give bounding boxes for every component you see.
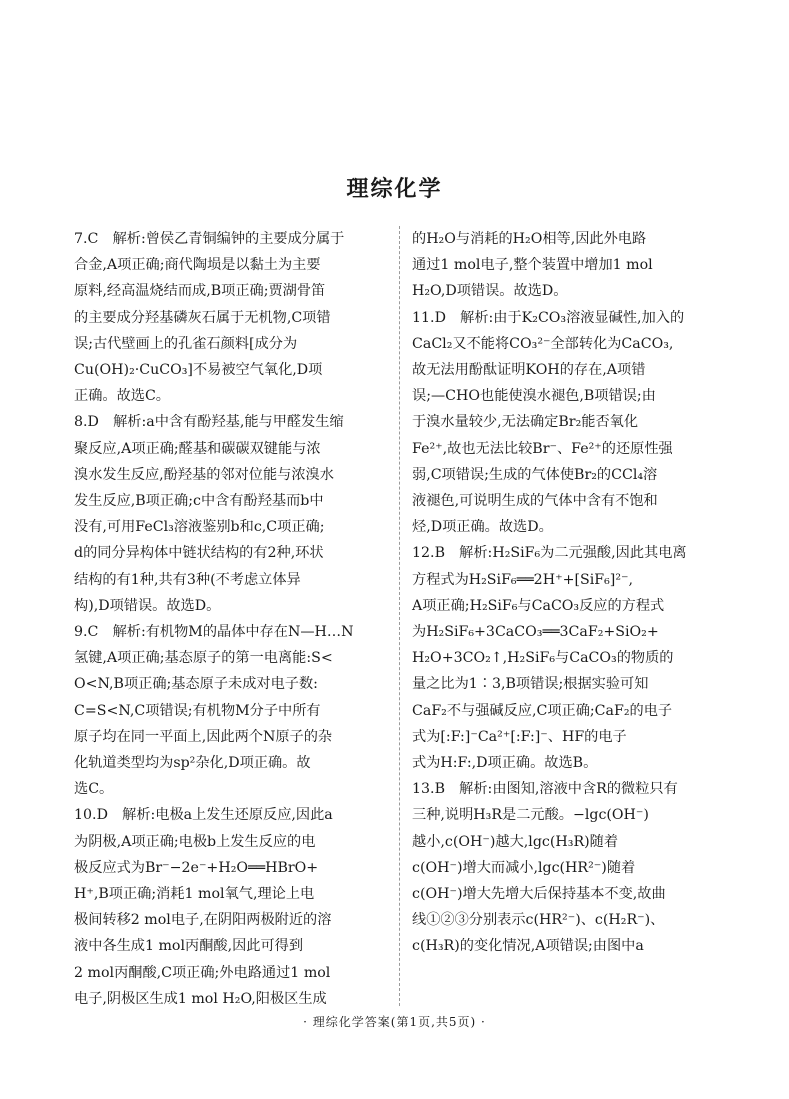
text-line: 方程式为H₂SiF₆══2H⁺+[SiF₆]²⁻, <box>412 571 634 588</box>
text-line: H₂O,D项错误。故选D。 <box>412 283 568 300</box>
right-column <box>412 226 716 960</box>
text-line: 原料,经高温烧结而成,B项正确;贾湖骨笛 <box>74 283 326 300</box>
text-line: O<N,B项正确;基态原子未成对电子数: <box>74 676 318 693</box>
text-line: 量之比为1∶3,B项错误;根据实验可知 <box>412 676 649 693</box>
text-line: 为H₂SiF₆+3CaCO₃══3CaF₂+SiO₂+ <box>412 624 659 641</box>
text-line: H₂O+3CO₂↑,H₂SiF₆与CaCO₃的物质的 <box>412 650 674 667</box>
text-line: 弱,C项错误;生成的气体使Br₂的CCl₄溶 <box>412 466 658 483</box>
text-line: 极反应式为Br⁻−2e⁻+H₂O══HBrO+ <box>74 859 319 876</box>
text-line: 7.C 解析:曾侯乙青铜编钟的主要成分属于 <box>74 231 345 247</box>
column-divider <box>399 226 400 1006</box>
text-line: 原子均在同一平面上,因此两个N原子的杂 <box>74 728 333 745</box>
text-line: 没有,可用FeCl₃溶液鉴别b和c,C项正确; <box>74 519 325 536</box>
text-line: 通过1 mol电子,整个装置中增加1 mol <box>412 257 653 274</box>
text-line: Fe²⁺,故也无法比较Br⁻、Fe²⁺的还原性强 <box>412 440 673 457</box>
text-line: 合金,A项正确;商代陶埙是以黏土为主要 <box>74 257 321 274</box>
text-line: CaCl₂又不能将CO₃²⁻全部转化为CaCO₃, <box>412 335 674 352</box>
text-line: CaF₂不与强碱反应,C项正确;CaF₂的电子 <box>412 702 673 719</box>
text-line: 13.B 解析:由图知,溶液中含R的微粒只有 <box>412 781 678 798</box>
text-line: 式为H:F:,D项正确。故选B。 <box>412 755 598 772</box>
text-line: 为阴极,A项正确;电极b上发生反应的电 <box>74 833 316 850</box>
text-line: 越小,c(OH⁻)越大,lgc(H₃R)随着 <box>412 833 619 850</box>
text-line: Cu(OH)₂·CuCO₃]不易被空气氧化,D项 <box>74 362 323 379</box>
text-line: 误;古代壁画上的孔雀石颜料[成分为 <box>74 335 298 352</box>
left-column <box>74 226 384 1012</box>
text-line: c(OH⁻)增大而减小,lgc(HR²⁻)随着 <box>412 859 636 876</box>
text-line: 极间转移2 mol电子,在阴阳两极附近的溶 <box>74 912 332 929</box>
text-line: 聚反应,A项正确;醛基和碳碳双键能与浓 <box>74 440 321 457</box>
text-line: 液褪色,可说明生成的气体中含有不饱和 <box>412 493 658 510</box>
text-line: c(H₃R)的变化情况,A项错误;由图中a <box>412 938 644 955</box>
text-line: 选C。 <box>74 781 114 798</box>
text-line: 三种,说明H₃R是二元酸。−lgc(OH⁻) <box>412 807 649 824</box>
text-line: 氢键,A项正确;基态原子的第一电离能:S< <box>74 650 333 667</box>
text-line: A项正确;H₂SiF₆与CaCO₃反应的方程式 <box>412 597 665 614</box>
text-line: 12.B 解析:H₂SiF₆为二元强酸,因此其电离 <box>412 545 687 562</box>
text-line: d的同分异构体中链状结构的有2种,环状 <box>74 545 324 562</box>
text-line: 故无法用酚酞证明KOH的存在,A项错 <box>412 362 646 379</box>
text-line: C=S<N,C项错误;有机物M分子中所有 <box>74 702 321 719</box>
text-line: 式为[:F:]⁻Ca²⁺[:F:]⁻、HF的电子 <box>412 728 627 745</box>
text-line: c(OH⁻)增大先增大后保持基本不变,故曲 <box>412 886 666 903</box>
text-line: 10.D 解析:电极a上发生还原反应,因此a <box>74 807 333 824</box>
text-line: 化轨道类型均为sp²杂化,D项正确。故 <box>74 755 311 772</box>
text-line: 电子,阴极区生成1 mol H₂O,阳极区生成 <box>74 990 327 1007</box>
text-line: 发生反应,B项正确;c中含有酚羟基而b中 <box>74 493 324 510</box>
text-line: 正确。故选C。 <box>74 388 170 405</box>
text-line: 9.C 解析:有机物M的晶体中存在N—H…N <box>74 624 354 641</box>
text-line: 11.D 解析:由于K₂CO₃溶液显碱性,加入的 <box>412 309 685 326</box>
page-title: 理综化学 <box>346 177 443 202</box>
text-line: 结构的有1种,共有3种(不考虑立体异 <box>74 571 301 588</box>
page-footer: · 理综化学答案(第1页,共5页) · <box>303 1015 486 1029</box>
text-line: 误;—CHO也能使溴水褪色,B项错误;由 <box>412 388 656 405</box>
text-line: 线①②③分别表示c(HR²⁻)、c(H₂R⁻)、 <box>412 912 665 929</box>
text-line: 烃,D项正确。故选D。 <box>412 519 553 536</box>
text-line: 2 mol丙酮酸,C项正确;外电路通过1 mol <box>74 964 331 981</box>
text-line: 溴水发生反应,酚羟基的邻对位能与浓溴水 <box>74 466 334 483</box>
text-line: H⁺,B项正确;消耗1 mol氧气,理论上电 <box>74 886 315 903</box>
text-line: 8.D 解析:a中含有酚羟基,能与甲醛发生缩 <box>74 414 344 431</box>
text-line: 液中各生成1 mol丙酮酸,因此可得到 <box>74 938 304 955</box>
text-line: 的H₂O与消耗的H₂O相等,因此外电路 <box>412 231 647 247</box>
text-line: 于溴水量较少,无法确定Br₂能否氧化 <box>412 414 639 431</box>
text-line: 的主要成分羟基磷灰石属于无机物,C项错 <box>74 309 331 326</box>
text-line: 构),D项错误。故选D。 <box>74 597 221 614</box>
